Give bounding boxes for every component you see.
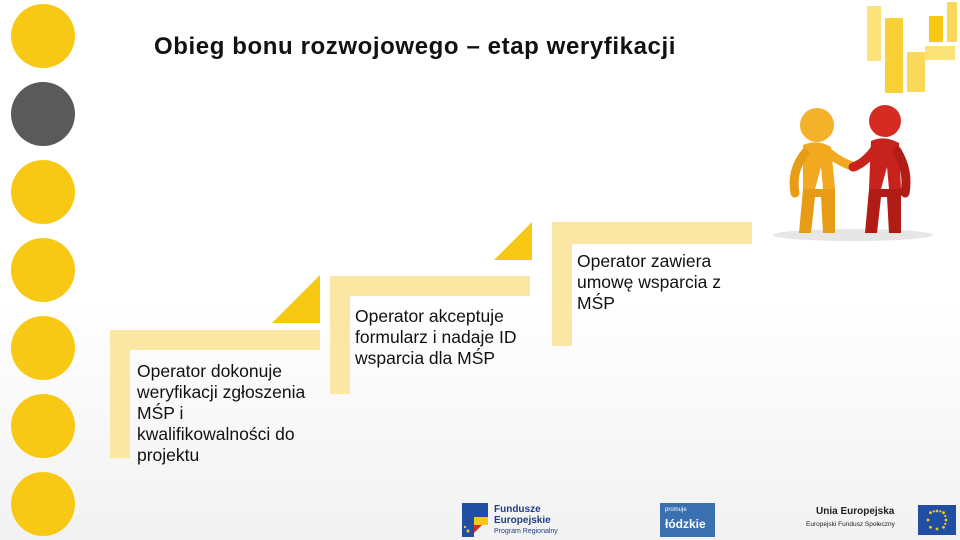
decorative-circle-4 (11, 238, 75, 302)
fundusze-europejskie-icon (460, 501, 492, 539)
ue-line-1: Unia Europejska (816, 506, 895, 517)
fe-line-3: Program Regionalny (494, 528, 558, 535)
ue-line-2: Europejski Fundusz Społeczny (806, 521, 895, 528)
page-title: Obieg bonu rozwojowego – etap weryfikacji (154, 33, 677, 60)
unia-europejska-logo (806, 504, 956, 540)
fe-line-1: Fundusze (494, 504, 541, 515)
fe-line-2: Europejskie (494, 515, 551, 526)
step-3-text: Operator zawiera umowę wsparcia z MŚP (577, 251, 721, 313)
decorative-circle-2-dark (11, 82, 75, 146)
step-1-text: Operator dokonuje weryfikacji zgłoszenia MŚP i kwalifikowalności do projektu (137, 361, 306, 465)
fundusze-europejskie-logo (460, 500, 570, 540)
decorative-circle-6 (11, 394, 75, 458)
handshake-illustration (765, 97, 942, 243)
decorative-circle-5 (11, 316, 75, 380)
decorative-circle-7 (11, 472, 75, 536)
decorative-squares (865, 0, 960, 95)
step-2-text: Operator akceptuje formularz i nadaje ID wsparcia dla MŚP (355, 306, 517, 368)
lodz-top-text: promuje (665, 507, 687, 513)
decorative-circle-3 (11, 160, 75, 224)
promuje-lodzkie-logo (660, 503, 715, 537)
decorative-circle-1 (11, 4, 75, 68)
lodz-name-text: łódzkie (665, 517, 706, 531)
eu-flag-icon (918, 505, 956, 535)
